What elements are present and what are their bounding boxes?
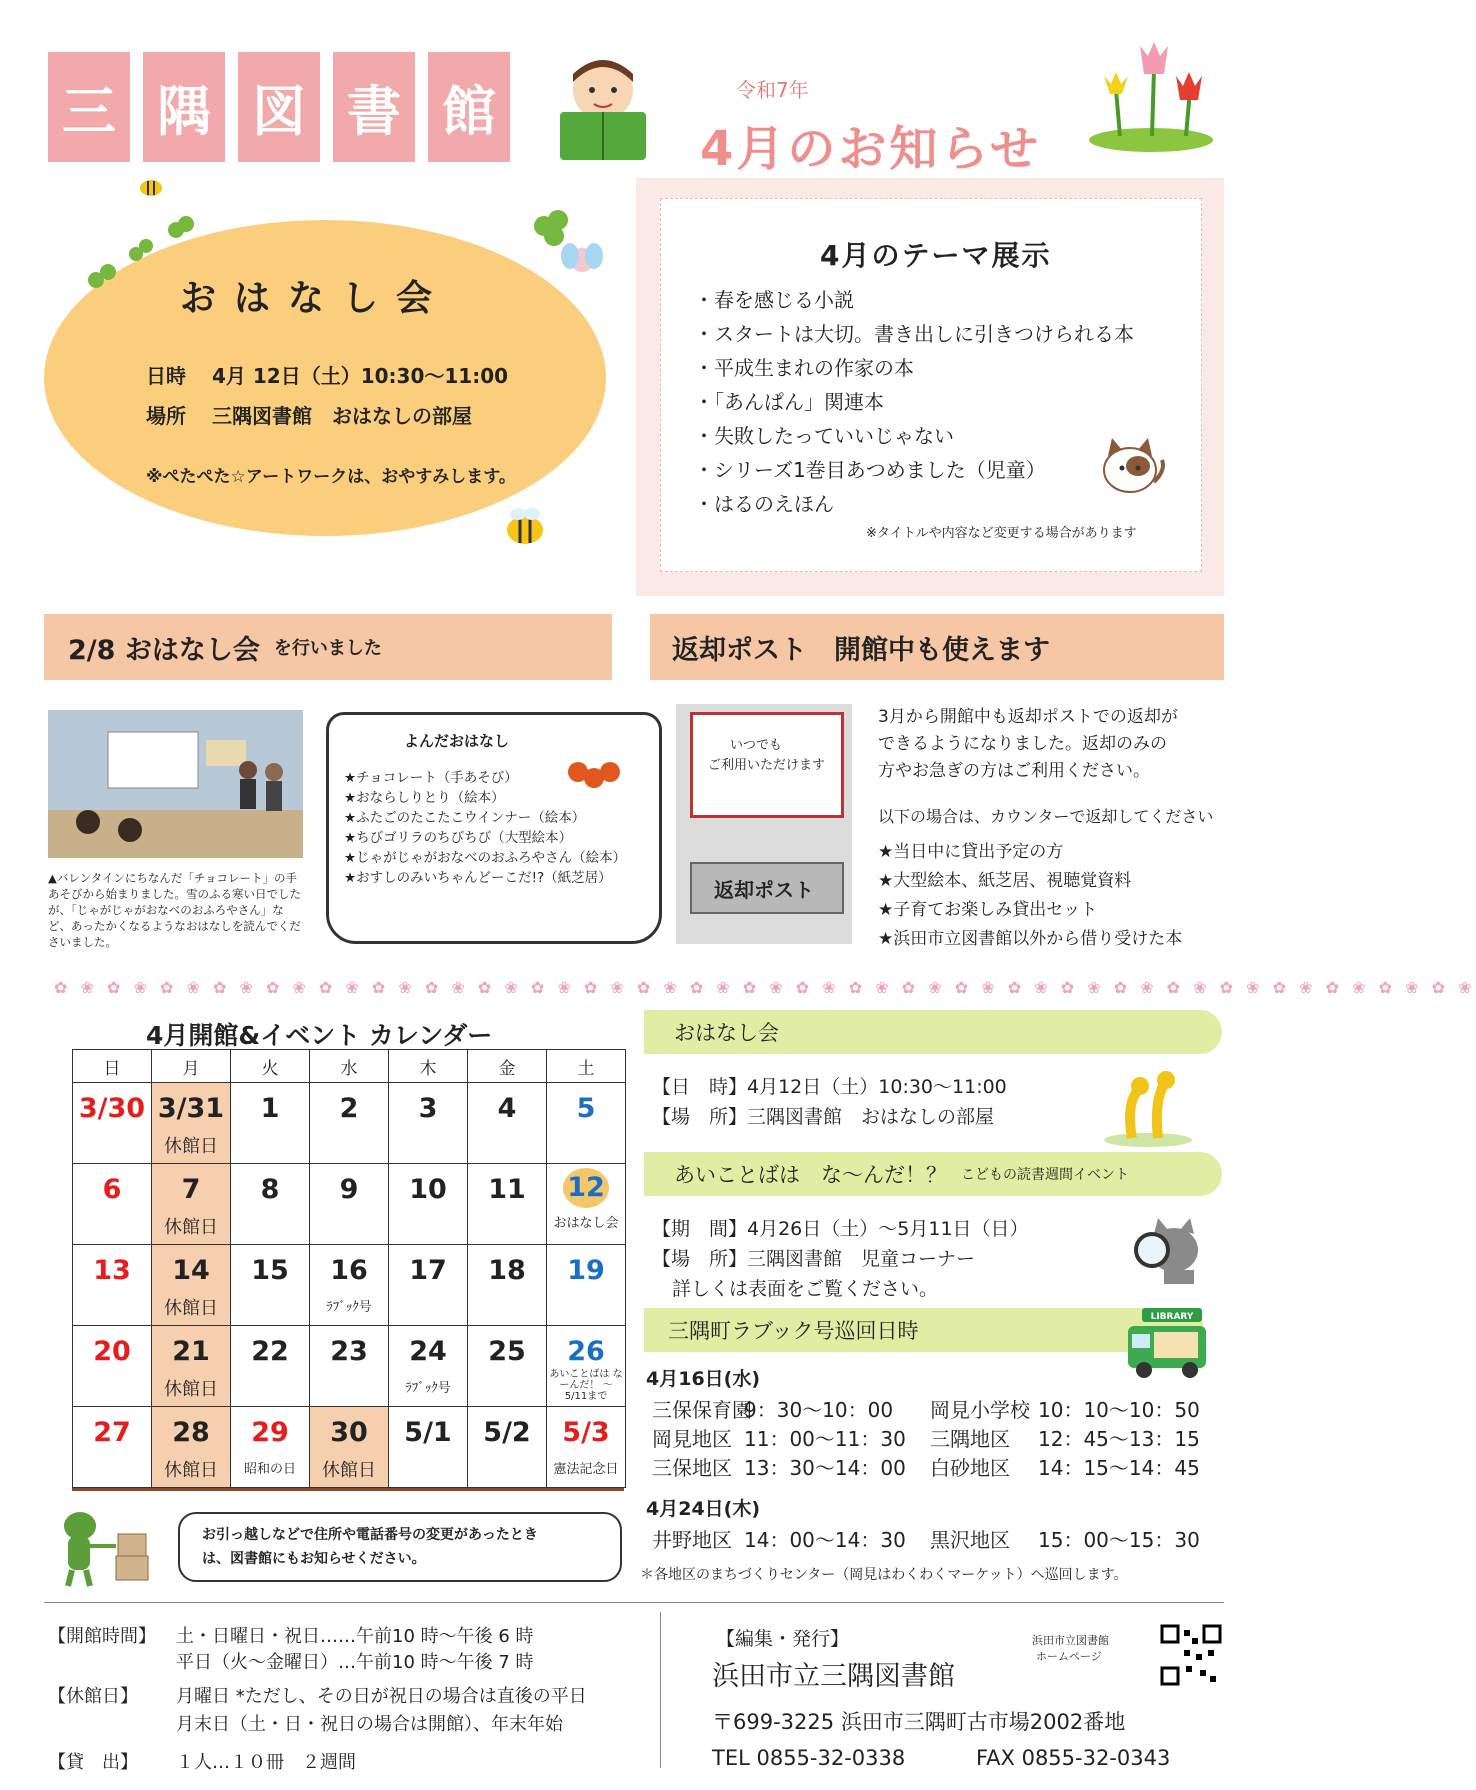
calendar-closed-label: 休館日 bbox=[164, 1136, 218, 1157]
lovebook-time: 15：00～15：30 bbox=[1038, 1528, 1200, 1552]
lovebook-location: 三保地区 bbox=[652, 1456, 732, 1480]
calendar-day-number: 11 bbox=[488, 1174, 526, 1205]
calendar-event-label: ﾗﾌﾞｯｸ号 bbox=[405, 1381, 451, 1396]
calendar-day-number: 14 bbox=[172, 1255, 210, 1286]
edit-label: 【編集・発行】 bbox=[716, 1628, 850, 1650]
calendar-day-number: 3/30 bbox=[78, 1093, 146, 1124]
calendar-day-number: 16 bbox=[330, 1255, 368, 1286]
calendar-week-row bbox=[73, 1245, 626, 1326]
library-bus-icon bbox=[1124, 1308, 1210, 1382]
calendar-day-number: 30 bbox=[330, 1417, 368, 1448]
theme-item: ・「あんぱん」関連本 bbox=[694, 390, 884, 414]
calendar-day-cell bbox=[231, 1407, 310, 1488]
event-ohanashi-title: おはなし会 bbox=[674, 1021, 779, 1045]
theme-item: ・失敗したっていいじゃない bbox=[694, 424, 954, 448]
calendar-day-cell bbox=[152, 1164, 231, 1245]
month-title: 4月のお知らせ bbox=[700, 121, 1041, 177]
hours-label: 【開館時間】 bbox=[48, 1626, 156, 1647]
hours-weekend: 土・日曜日・祝日……午前10 時～午後 6 時 bbox=[176, 1626, 534, 1647]
lovebook-day2: 4月24日(木) bbox=[646, 1498, 761, 1520]
event-aikotoba-heading bbox=[644, 1152, 1222, 1196]
calendar-day-number: 20 bbox=[93, 1336, 131, 1367]
lovebook-time: 9：30～10：00 bbox=[744, 1398, 894, 1422]
lovebook-location: 岡見地区 bbox=[652, 1427, 732, 1451]
closed-line1: 月曜日 *ただし、その日が祝日の場合は直後の平日 bbox=[176, 1686, 587, 1707]
calendar-day-cell bbox=[547, 1164, 626, 1245]
calendar-event-label: 昭和の日 bbox=[243, 1462, 296, 1477]
cat-icon bbox=[1096, 430, 1170, 500]
library-sign-text: LIBRARY bbox=[1150, 1312, 1194, 1322]
calendar-day-number: 5/1 bbox=[404, 1417, 452, 1448]
calendar-day-cell bbox=[231, 1164, 310, 1245]
lovebook-location: 井野地区 bbox=[652, 1528, 732, 1552]
calendar-event-label: あいことばは なーんだ！ ～5/11まで bbox=[549, 1369, 623, 1402]
title-char: 三 bbox=[48, 52, 130, 162]
calendar-week-row bbox=[73, 1326, 626, 1407]
calendar-day-cell bbox=[389, 1083, 468, 1164]
calendar-day-number: 22 bbox=[251, 1336, 289, 1367]
lovebook-location: 三保保育園 bbox=[652, 1398, 752, 1422]
return-post-label: 返却ポスト bbox=[714, 878, 814, 902]
theme-item: ・春を感じる小説 bbox=[694, 288, 854, 312]
counter-item: ★当日中に貸出予定の方 bbox=[878, 842, 1064, 862]
calendar-event-label: 憲法記念日 bbox=[553, 1462, 619, 1477]
calendar-day-number: 19 bbox=[567, 1255, 605, 1286]
calendar-day-cell bbox=[389, 1245, 468, 1326]
theme-item: ・スタートは大切。書き出しに引きつけられる本 bbox=[694, 322, 1134, 346]
calendar-day-cell bbox=[310, 1083, 389, 1164]
calendar-day-cell bbox=[310, 1164, 389, 1245]
bee-icon bbox=[500, 504, 550, 548]
theme-title: 4月のテーマ展示 bbox=[820, 239, 1052, 272]
ohanashi-place: 三隅図書館 おはなしの部屋 bbox=[212, 404, 472, 428]
event-aikotoba-place: 【場 所】三隅図書館 児童コーナー bbox=[652, 1248, 976, 1270]
para-line: 方やお急ぎの方はご利用ください。 bbox=[878, 761, 1150, 781]
calendar-week-row bbox=[73, 1164, 626, 1245]
calendar-day-number: 1 bbox=[260, 1093, 280, 1124]
calendar-day-number: 9 bbox=[339, 1174, 359, 1205]
tel: TEL 0855-32-0338 bbox=[712, 1746, 906, 1770]
calendar-day-number: 23 bbox=[330, 1336, 368, 1367]
calendar-day-cell bbox=[468, 1326, 547, 1407]
calendar-bottom-arrow bbox=[72, 1488, 624, 1491]
return-post-heading-text: 返却ポスト 開館中も使えます bbox=[672, 634, 1050, 666]
calendar bbox=[72, 1049, 626, 1488]
calendar-day-cell bbox=[468, 1164, 547, 1245]
lovebook-location: 岡見小学校 bbox=[930, 1398, 1030, 1422]
event-aikotoba-more: 詳しくは表面をご覧ください。 bbox=[672, 1278, 939, 1300]
flower-icon bbox=[564, 752, 624, 796]
lovebook-time: 14：15～14：45 bbox=[1038, 1456, 1200, 1480]
ohanashi-date: 4月 12日（土）10:30～11:00 bbox=[212, 364, 509, 388]
calendar-day-cell bbox=[73, 1164, 152, 1245]
sakura-border: ✿ ❀ ✿ ❀ ✿ ❀ ✿ ❀ ✿ ❀ ✿ ❀ ✿ ❀ ✿ ❀ ✿ ❀ ✿ ❀ ✿ ❀ ✿ ❀ ✿ ❀ ✿ ❀ ✿ ❀ ✿ ❀ ✿ ❀ ✿ ❀ ✿ ❀ ✿ ❀ ✿ ❀ ✿ ❀ ✿ ❀ ✿ ❀ ✿ ❀ ✿ ❀ ✿ ❀ bbox=[54, 978, 1476, 997]
magnifier-cat-icon bbox=[1130, 1210, 1204, 1286]
lovebook-day1: 4月16日(水) bbox=[646, 1368, 761, 1390]
calendar-day-number: 24 bbox=[409, 1336, 447, 1367]
calendar-day-cell bbox=[547, 1083, 626, 1164]
notice-line1: お引っ越しなどで住所や電話番号の変更があったとき bbox=[202, 1527, 538, 1543]
hp-label1: 浜田市立図書館 bbox=[1032, 1634, 1109, 1647]
calendar-event-label: ﾗﾌﾞｯｸ号 bbox=[326, 1300, 372, 1315]
book-list-title: よんだおはなし bbox=[404, 732, 510, 750]
calendar-day-cell bbox=[310, 1326, 389, 1407]
calendar-day-cell bbox=[152, 1326, 231, 1407]
weekday: 月 bbox=[152, 1050, 231, 1083]
weekday: 金 bbox=[468, 1050, 547, 1083]
lovebook-heading bbox=[644, 1308, 1204, 1352]
footer-vertical-divider bbox=[660, 1612, 661, 1768]
calendar-event-label: おはなし会 bbox=[553, 1216, 619, 1231]
calendar-day-cell bbox=[152, 1083, 231, 1164]
lovebook-time: 10：10～10：50 bbox=[1038, 1398, 1200, 1422]
calendar-closed-label: 休館日 bbox=[164, 1460, 218, 1481]
counter-note: 以下の場合は、カウンターで返却してください bbox=[878, 807, 1214, 826]
fax: FAX 0855-32-0343 bbox=[976, 1746, 1171, 1770]
title-char: 館 bbox=[428, 52, 510, 162]
closed-line2: 月末日（土・日・祝日の場合は開館）、年末年始 bbox=[176, 1714, 563, 1735]
book-item: ★ふたごのたこたこウインナー（絵本） bbox=[344, 810, 586, 826]
calendar-day-cell bbox=[547, 1245, 626, 1326]
clover-fairy-icon bbox=[530, 210, 600, 290]
calendar-day-cell bbox=[231, 1326, 310, 1407]
calendar-day-cell bbox=[73, 1245, 152, 1326]
calendar-day-number: 7 bbox=[181, 1174, 201, 1205]
lovebook-note: ＊各地区のまちづくりセンター（岡見はわくわくマーケット）へ巡回します。 bbox=[640, 1567, 1128, 1583]
sign-line1: いつでも bbox=[730, 738, 783, 753]
theme-item: ・シリーズ1巻目あつめました（児童） bbox=[694, 458, 1046, 482]
report-heading-main: 2/8 おはなし会 bbox=[68, 634, 260, 666]
calendar-day-number: 10 bbox=[409, 1174, 447, 1205]
lovebook-time: 14：00～14：30 bbox=[744, 1528, 906, 1552]
lend-label: 【貸 出】 bbox=[48, 1752, 138, 1773]
event-ohanashi-date: 【日 時】4月12日（土）10:30～11:00 bbox=[652, 1076, 1007, 1098]
theme-note: ※タイトルや内容など変更する場合があります bbox=[866, 526, 1137, 541]
hp-label2: ホームページ bbox=[1036, 1650, 1102, 1663]
event-aikotoba-sub: こどもの読書週間イベント bbox=[961, 1167, 1129, 1183]
lovebook-location: 白砂地区 bbox=[930, 1456, 1010, 1480]
calendar-closed-label: 休館日 bbox=[164, 1298, 218, 1319]
calendar-day-number: 6 bbox=[102, 1174, 122, 1205]
ohanashi-title: おはなし会 bbox=[180, 278, 451, 319]
calendar-day-number: 26 bbox=[567, 1336, 605, 1367]
calendar-day-number: 21 bbox=[172, 1336, 210, 1367]
calendar-day-cell bbox=[389, 1164, 468, 1245]
calendar-closed-label: 休館日 bbox=[164, 1217, 218, 1238]
ohanashi-place-label: 場所 bbox=[146, 404, 186, 428]
library-name: 浜田市立三隅図書館 bbox=[712, 1661, 955, 1692]
para-line: できるようになりました。返却のみの bbox=[878, 734, 1167, 754]
sign-line2: ご利用いただけます bbox=[708, 758, 826, 773]
counter-item: ★浜田市立図書館以外から借り受けた本 bbox=[878, 929, 1183, 949]
calendar-day-cell bbox=[73, 1083, 152, 1164]
lovebook-time: 11：00～11：30 bbox=[744, 1427, 906, 1451]
calendar-day-number: 15 bbox=[251, 1255, 289, 1286]
weekday: 水 bbox=[310, 1050, 389, 1083]
calendar-day-number: 18 bbox=[488, 1255, 526, 1286]
event-aikotoba-title: あいことばは な～んだ！？ bbox=[674, 1163, 947, 1187]
calendar-closed-label: 休館日 bbox=[322, 1460, 376, 1481]
calendar-day-number: 2 bbox=[339, 1093, 359, 1124]
calendar-day-cell bbox=[468, 1083, 547, 1164]
weekday: 土 bbox=[547, 1050, 626, 1083]
lend-value: １人…１０冊 ２週間 bbox=[176, 1752, 356, 1773]
calendar-day-number: 5/3 bbox=[562, 1417, 610, 1448]
bookworm-icon bbox=[1096, 1054, 1196, 1146]
calendar-closed-label: 休館日 bbox=[164, 1379, 218, 1400]
lovebook-location: 黒沢地区 bbox=[930, 1528, 1010, 1552]
calendar-day-number: 27 bbox=[93, 1417, 131, 1448]
title-char: 隅 bbox=[143, 52, 225, 162]
calendar-day-number: 3/31 bbox=[157, 1093, 225, 1124]
qr-code-icon[interactable] bbox=[1160, 1624, 1222, 1686]
calendar-week-row bbox=[73, 1083, 626, 1164]
calendar-day-number: 25 bbox=[488, 1336, 526, 1367]
para-line: 3月から開館中も返却ポストでの返却が bbox=[878, 707, 1178, 727]
reiwa-year: 令和7年 bbox=[736, 78, 809, 102]
event-aikotoba-period: 【期 間】4月26日（土）～5月11日（日） bbox=[652, 1218, 1029, 1240]
lovebook-title: 三隅町ラブック号巡回日時 bbox=[668, 1319, 919, 1343]
frog-mover-icon bbox=[50, 1506, 154, 1588]
hours-weekday: 平日（火～金曜日）…午前10 時～午後 7 時 bbox=[176, 1652, 534, 1673]
calendar-day-cell bbox=[73, 1407, 152, 1488]
bee-icon bbox=[136, 174, 166, 200]
calendar-day-number: 3 bbox=[418, 1093, 438, 1124]
calendar-day-number: 5/2 bbox=[483, 1417, 531, 1448]
counter-item: ★大型絵本、紙芝居、視聴覚資料 bbox=[878, 871, 1132, 891]
calendar-title: 4月開館&イベント カレンダー bbox=[146, 1021, 493, 1050]
event-ohanashi-heading bbox=[644, 1010, 1222, 1054]
lovebook-time: 13：30～14：00 bbox=[744, 1456, 906, 1480]
ohanashi-date-label: 日時 bbox=[146, 364, 186, 388]
weekday: 木 bbox=[389, 1050, 468, 1083]
calendar-day-cell bbox=[310, 1245, 389, 1326]
calendar-week-row bbox=[73, 1407, 626, 1488]
ohanashi-note: ※ぺたぺた☆アートワークは、おやすみします。 bbox=[146, 467, 516, 487]
calendar-day-number: 17 bbox=[409, 1255, 447, 1286]
footer-divider bbox=[44, 1602, 1224, 1603]
book-item: ★チョコレート（手あそび） bbox=[344, 770, 518, 786]
title-char: 図 bbox=[238, 52, 320, 162]
calendar-day-cell bbox=[468, 1245, 547, 1326]
theme-item: ・平成生まれの作家の本 bbox=[694, 356, 914, 380]
book-item: ★おすしのみいちゃんどーこだ!?（紙芝居） bbox=[344, 870, 612, 886]
report-heading bbox=[44, 614, 612, 680]
calendar-day-cell bbox=[310, 1407, 389, 1488]
tulip-icon bbox=[1086, 40, 1216, 150]
calendar-day-cell bbox=[389, 1407, 468, 1488]
calendar-day-cell bbox=[547, 1407, 626, 1488]
event-ohanashi-place: 【場 所】三隅図書館 おはなしの部屋 bbox=[652, 1106, 995, 1128]
calendar-day-cell bbox=[152, 1245, 231, 1326]
return-post-para bbox=[878, 704, 1178, 785]
calendar-day-cell bbox=[152, 1407, 231, 1488]
report-heading-sub: を行いました bbox=[273, 638, 382, 659]
calendar-day-cell bbox=[73, 1326, 152, 1407]
counter-item: ★子育てお楽しみ貸出セット bbox=[878, 900, 1098, 920]
calendar-day-number: 28 bbox=[172, 1417, 210, 1448]
calendar-day-number: 4 bbox=[497, 1093, 517, 1124]
calendar-day-number: 12 bbox=[563, 1168, 609, 1208]
weekday: 火 bbox=[231, 1050, 310, 1083]
calendar-day-number: 5 bbox=[576, 1093, 596, 1124]
weekday: 日 bbox=[73, 1050, 152, 1083]
book-item: ★じゃがじゃがおなべのおふろやさん（絵本） bbox=[344, 850, 627, 866]
storytime-photo bbox=[48, 710, 303, 858]
notice-bubble bbox=[178, 1512, 622, 1582]
calendar-day-number: 13 bbox=[93, 1255, 131, 1286]
boy-reading-icon bbox=[548, 52, 658, 162]
calendar-day-cell bbox=[547, 1326, 626, 1407]
calendar-weekday-row bbox=[73, 1050, 626, 1083]
theme-item: ・はるのえほん bbox=[694, 492, 834, 516]
title-char: 書 bbox=[333, 52, 415, 162]
calendar-day-cell bbox=[389, 1326, 468, 1407]
calendar-day-cell bbox=[231, 1083, 310, 1164]
calendar-day-cell bbox=[231, 1245, 310, 1326]
calendar-day-cell bbox=[468, 1407, 547, 1488]
closed-label: 【休館日】 bbox=[48, 1686, 138, 1707]
book-item: ★ちびゴリラのちびちび（大型絵本） bbox=[344, 830, 573, 846]
lovebook-time: 12：45～13：15 bbox=[1038, 1427, 1200, 1451]
calendar-day-number: 29 bbox=[251, 1417, 289, 1448]
return-post-heading bbox=[650, 614, 1224, 680]
notice-line2: は、図書館にもお知らせください。 bbox=[202, 1551, 426, 1567]
counter-list bbox=[878, 838, 1182, 954]
report-caption: ▲バレンタインにちなんだ「チョコレート」の手あそびから始まりました。雪のふる寒い日でしたが、「じゃがじゃがおなべのおふろやさん」など、あったかくなるようなおはなしを読んでくださいました。 bbox=[48, 871, 301, 949]
calendar-day-number: 8 bbox=[260, 1174, 280, 1205]
book-item: ★おならしりとり（絵本） bbox=[344, 790, 505, 806]
lovebook-location: 三隅地区 bbox=[930, 1427, 1010, 1451]
address: 〒699-3225 浜田市三隅町古市場2002番地 bbox=[712, 1710, 1126, 1734]
